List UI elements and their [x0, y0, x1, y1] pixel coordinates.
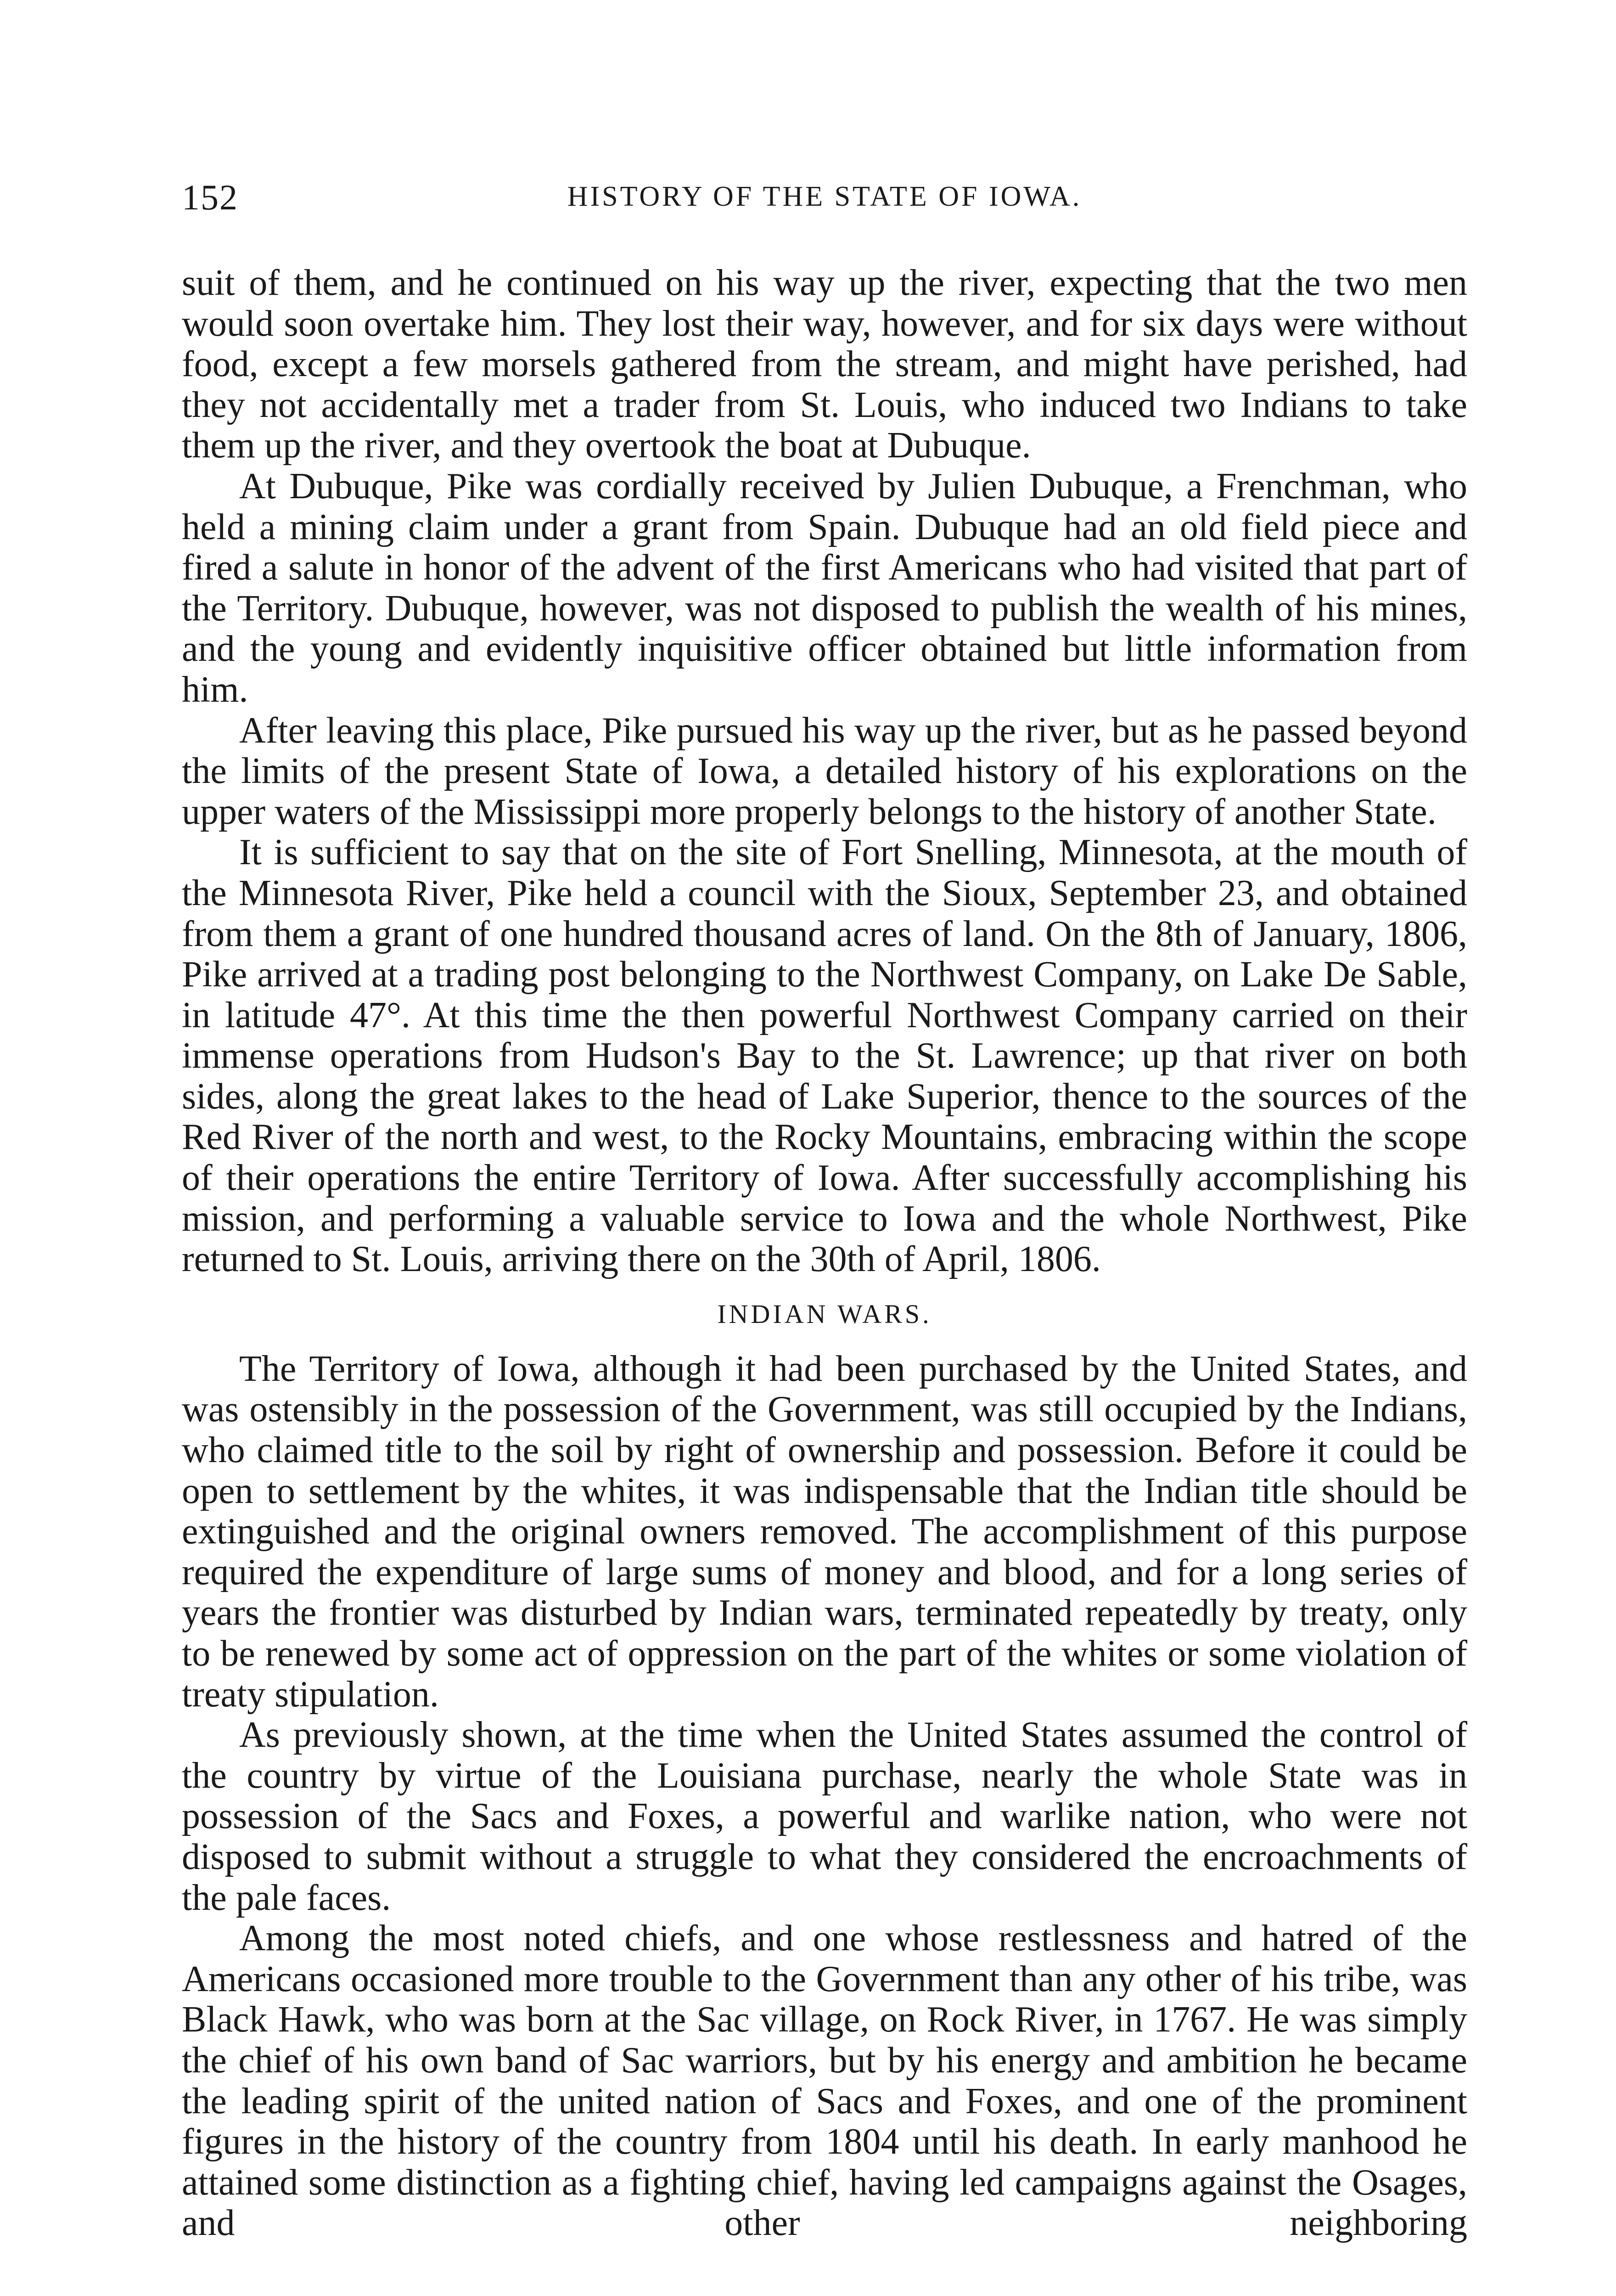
paragraph-continued: suit of them, and he continued on his way up the river, expecting that the two men would soon overtake him. They lost their way, however, and for six days were without food, except a few morsels gathered from the stream, and might have perished, had they not accidentally met a trader from St. Louis, who induced two Indians to take them up the river, and they overtook the boat at Dubuque. [182, 263, 1467, 466]
running-head: HISTORY OF THE STATE OF IOWA. [567, 181, 1082, 212]
paragraph: Among the most noted chiefs, and one whose restlessness and hatred of the Americans occasioned more trouble to the Government than any other of his tribe, was Black Hawk, who was born at the Sac village, on Rock River, in 1767. He was simply the chief of his own band of Sac warriors, but by his energy and ambition he became the leading spirit of the united nation of Sacs and Foxes, and one of the prominent figures in the history of the country from 1804 until his death. In early manhood he attained some distinction as a fighting chief, having led campaigns against the Osages, and other neighboring [182, 1918, 1467, 2244]
paragraph: The Territory of Iowa, although it had been purchased by the United States, and was ostensibly in the possession of the Government, was still occupied by the Indians, who claimed title to the soil by right of ownership and possession. Before it could be open to settlement by the whites, it was indispensable that the Indian title should be extinguished and the original owners removed. The accomplishment of this purpose required the expenditure of large sums of money and blood, and for a long series of years the frontier was disturbed by Indian wars, terminated repeatedly by treaty, only to be renewed by some act of oppression on the part of the whites or some violation of treaty stipulation. [182, 1348, 1467, 1715]
paragraph: As previously shown, at the time when the United States assumed the control of the country by virtue of the Louisiana purchase, nearly the whole State was in possession of the Sacs and Foxes, a powerful and warlike nation, who were not disposed to submit without a struggle to what they considered the encroachments of the pale faces. [182, 1715, 1467, 1918]
paragraph: At Dubuque, Pike was cordially received by Julien Dubuque, a Frenchman, who held a mining claim under a grant from Spain. Dubuque had an old field piece and fired a salute in honor of the advent of the first Americans who had visited that part of the Territory. Dubuque, however, was not disposed to publish the wealth of his mines, and the young and evidently inquisitive officer obtained but little information from him. [182, 466, 1467, 710]
book-page [182, 0, 1467, 2296]
page-header [182, 177, 1467, 218]
section-heading: INDIAN WARS. [717, 1299, 932, 1329]
body-text [182, 263, 1467, 2244]
paragraph: It is sufficient to say that on the site of Fort Snelling, Minnesota, at the mouth of the Minnesota River, Pike held a council with the Sioux, September 23, and obtained from them a grant of one hundred thousand acres of land. On the 8th of January, 1806, Pike arrived at a trading post belonging to the Northwest Company, on Lake De Sable, in latitude 47°. At this time the then powerful Northwest Company carried on their immense operations from Hudson's Bay to the St. Lawrence; up that river on both sides, along the great lakes to the head of Lake Superior, thence to the sources of the Red River of the north and west, to the Rocky Mountains, embracing within the scope of their operations the entire Territory of Iowa. After successfully accomplishing his mission, and performing a valuable service to Iowa and the whole Northwest, Pike returned to St. Louis, arriving there on the 30th of April, 1806. [182, 832, 1467, 1280]
paragraph: After leaving this place, Pike pursued his way up the river, but as he passed beyond the limits of the present State of Iowa, a detailed history of his explorations on the upper waters of the Mississippi more properly belongs to the history of another State. [182, 710, 1467, 832]
page-number: 152 [182, 177, 238, 217]
